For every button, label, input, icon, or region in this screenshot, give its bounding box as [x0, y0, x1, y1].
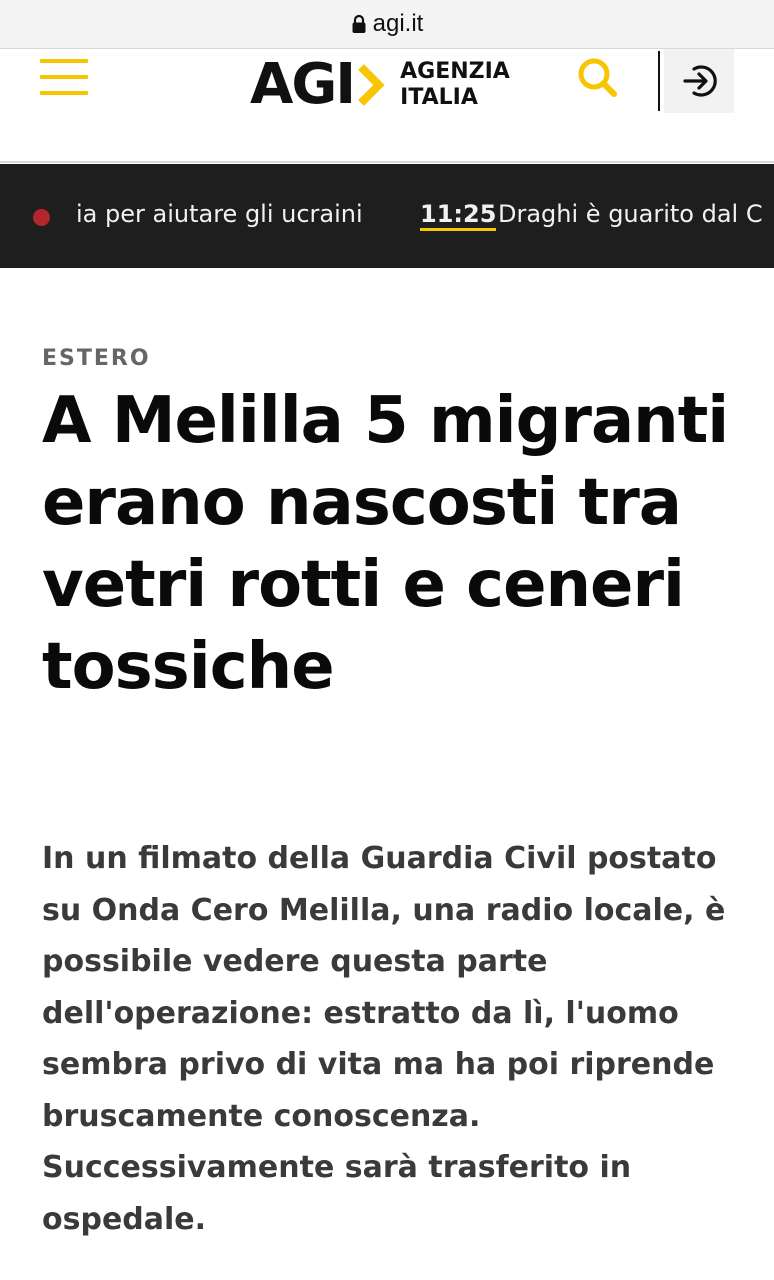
logo-wordmark [400, 59, 510, 111]
login-button[interactable] [664, 49, 734, 113]
ticker-item[interactable]: ia per aiutare gli ucraini [76, 200, 363, 228]
logo-chevron-icon [356, 61, 386, 109]
ticker-item[interactable]: Draghi è guarito dal C [498, 200, 763, 228]
search-icon[interactable] [574, 55, 622, 103]
site-header [0, 49, 774, 163]
header-divider [658, 51, 660, 111]
logo-line1: AGENZIA [400, 59, 510, 84]
article-category[interactable]: ESTERO [42, 346, 151, 371]
article-summary: In un filmato della Guardia Civil postato su Onda Cero Melilla, una radio locale, è possibile vedere questa parte dell'operazione: estratto da lì, l'uomo sembra privo di vita ma ha poi riprende bruscamente conoscenza. Successivamente sarà trasferito in ospedale. [42, 841, 726, 1237]
agi-logo[interactable] [250, 53, 510, 117]
logo-line2: ITALIA [400, 85, 478, 110]
news-ticker[interactable] [0, 164, 774, 268]
lock-icon [351, 14, 367, 34]
browser-url: agi.it [372, 10, 424, 37]
browser-url-bar[interactable] [0, 0, 774, 49]
article-headline: A Melilla 5 migranti erano nascosti tra vetri rotti e ceneri tossiche [42, 384, 729, 704]
hamburger-menu-icon[interactable] [40, 59, 88, 101]
ticker-time: 11:25 [420, 200, 496, 231]
logo-mark: AGI [250, 52, 355, 117]
live-indicator [33, 209, 50, 226]
login-icon [679, 61, 719, 101]
